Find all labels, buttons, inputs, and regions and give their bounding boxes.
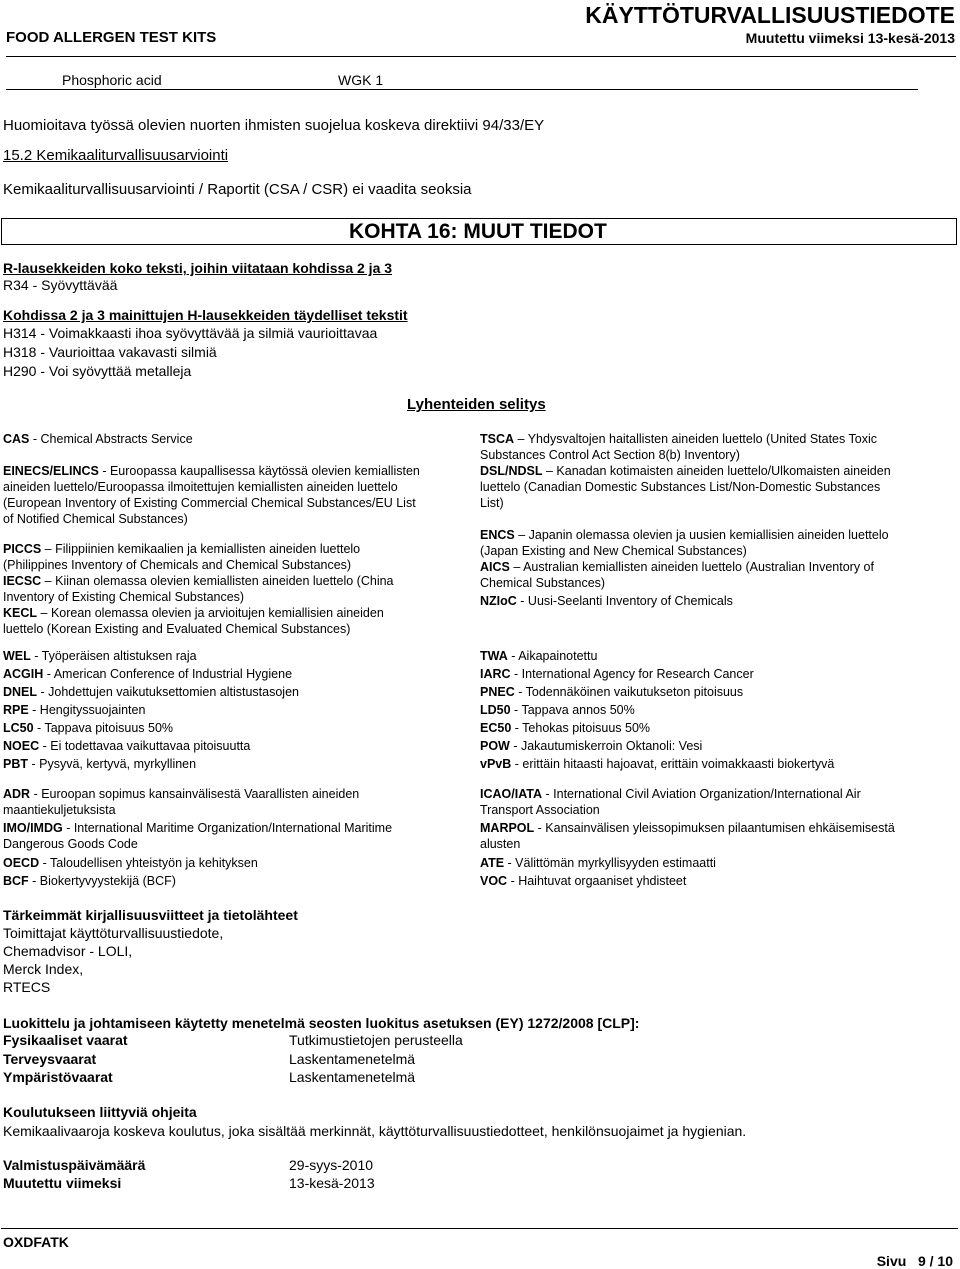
csa-text: Kemikaaliturvallisuusarviointi / Raportit (CSA / CSR) ei vaadita seoksia — [3, 181, 472, 198]
date-label: Muutettu viimeksi — [3, 1175, 122, 1191]
date-label: Valmistuspäivämäärä — [3, 1157, 146, 1173]
reference-item: Toimittajat käyttöturvallisuustiedote, — [3, 925, 224, 941]
page-label: Sivu — [876, 1253, 907, 1269]
revision-date: Muutettu viimeksi 13-kesä-2013 — [745, 30, 955, 46]
company-name: FOOD ALLERGEN TEST KITS — [6, 29, 217, 46]
classification-value: Laskentamenetelmä — [289, 1069, 416, 1085]
section-16-title: KOHTA 16: MUUT TIEDOT — [349, 220, 607, 243]
h-statements-heading: Kohdissa 2 ja 3 mainittujen H-lausekkeiden täydelliset tekstit — [3, 307, 408, 323]
classification-label: Fysikaaliset vaarat — [3, 1032, 128, 1048]
legend-entry: EINECS/ELINCS - Euroopassa kaupallisessa käytössä olevien kemiallisten aineiden luettelo/Euroopassa ilmoitettujen kemiallisten aineiden luettelo (European Inventory of Existing Commercial Chemical Substances/EU List of Notified Chemical Substances) — [3, 464, 420, 526]
wgk-class: WGK 1 — [338, 72, 384, 88]
legend-right-bottom — [480, 786, 958, 890]
classification-heading: Luokittelu ja johtamiseen käytetty menetelmä seosten luokitus asetuksen (EY) 1272/2008 [CLP]: — [3, 1015, 640, 1031]
legend-entry: NZIoC - Uusi-Seelanti Inventory of Chemicals — [480, 594, 733, 608]
legend-entry: EC50 - Tehokas pitoisuus 50% — [480, 721, 651, 735]
document-title: KÄYTTÖTURVALLISUUSTIEDOTE — [585, 2, 955, 28]
legend-entry: VOC - Haihtuvat orgaaniset yhdisteet — [480, 874, 687, 888]
legend-entry: DNEL - Johdettujen vaikutuksettomien altistustasojen — [3, 685, 299, 699]
legend-entry: vPvB - erittäin hitaasti hajoavat, erittäin voimakkaasti biokertyvä — [480, 757, 835, 771]
legend-entry: DSL/NDSL – Kanadan kotimaisten aineiden luettelo/Ulkomaisten aineiden luettelo (Canadian Domestic Substances List/Non-Domestic Substances List) — [480, 464, 891, 510]
h-statement-item: H318 - Vaurioittaa vakavasti silmiä — [3, 344, 217, 360]
legend-entry: IMO/IMDG - International Maritime Organization/International Maritime Dangerous Goods Code — [3, 821, 393, 851]
training-text: Kemikaalivaaroja koskeva koulutus, joka sisältää merkinnät, käyttöturvallisuustiedotteet, henkilönsuojaimet ja hygienian. — [3, 1123, 747, 1139]
footer-divider — [1, 1228, 958, 1229]
reference-item: Merck Index, — [3, 961, 84, 977]
legend-entry: POW - Jakautumiskerroin Oktanoli: Vesi — [480, 739, 703, 753]
legend-entry: TSCA – Yhdysvaltojen haitallisten aineiden luettelo (United States Toxic Substances Control Act Section 8(b) Inventory) — [480, 432, 877, 462]
reference-item: Chemadvisor - LOLI, — [3, 943, 133, 959]
legend-left-bottom — [3, 786, 475, 890]
legend-left-mid — [3, 647, 475, 773]
legend-left-top — [3, 431, 475, 637]
references-block — [3, 906, 298, 996]
legend-entry: ICAO/IATA - International Civil Aviation Organization/International Air Transport Association — [480, 787, 861, 817]
legend-entry: PBT - Pysyvä, kertyvä, myrkyllinen — [3, 757, 197, 771]
legend-entry: LC50 - Tappava pitoisuus 50% — [3, 721, 174, 735]
legend-entry: NOEC - Ei todettavaa vaikuttavaa pitoisuutta — [3, 739, 251, 753]
legend-entry: TWA - Aikapainotettu — [480, 649, 598, 663]
legend-entry: IECSC – Kiinan olemassa olevien kemiallisten aineiden luettelo (China Inventory of Existing Chemical Substances) — [3, 574, 394, 604]
legend-entry: PNEC - Todennäköinen vaikutukseton pitoisuus — [480, 685, 744, 699]
h-statement-item: H314 - Voimakkaasti ihoa syövyttävää ja silmiä vaurioittavaa — [3, 325, 378, 341]
legend-right-mid — [480, 647, 958, 773]
subheader-divider — [6, 89, 918, 90]
csa-heading: 15.2 Kemikaaliturvallisuusarviointi — [3, 147, 229, 164]
r-phrases-heading: R-lausekkeiden koko teksti, joihin viitataan kohdissa 2 ja 3 — [3, 260, 393, 276]
legend-entry: PICCS – Filippiinien kemikaalien ja kemiallisten aineiden luettelo (Philippines Inventory of Chemicals and Chemical Substances) — [3, 542, 361, 572]
legend-entry: IARC - International Agency for Research Cancer — [480, 667, 754, 681]
legend-entry: WEL - Työperäisen altistuksen raja — [3, 649, 197, 663]
classification-label: Ympäristövaarat — [3, 1069, 113, 1085]
h-statement-item: H290 - Voi syövyttää metalleja — [3, 363, 192, 379]
legend-entry: ACGIH - American Conference of Industrial Hygiene — [3, 667, 293, 681]
date-value: 13-kesä-2013 — [289, 1175, 375, 1191]
page-value: 9 / 10 — [917, 1253, 953, 1269]
classification-value: Laskentamenetelmä — [289, 1051, 416, 1067]
product-name: Phosphoric acid — [62, 72, 162, 88]
legend-entry: KECL – Korean olemassa olevien ja arvioitujen kemiallisien aineiden luettelo (Korean Existing and Evaluated Chemical Substances) — [3, 606, 384, 636]
legend-entry: ENCS – Japanin olemassa olevien ja uusien kemiallisien aineiden luettelo (Japan Existing and New Chemical Substances) — [480, 528, 889, 558]
legend-entry: ADR - Euroopan sopimus kansainvälisestä Vaarallisten aineiden maantiekuljetuksista — [3, 787, 360, 817]
legend-entry: ATE - Välittömän myrkyllisyyden estimaatti — [480, 856, 716, 870]
legend-entry: CAS - Chemical Abstracts Service — [3, 432, 193, 446]
legend-entry: LD50 - Tappava annos 50% — [480, 703, 635, 717]
product-code: OXDFATK — [3, 1234, 69, 1250]
abbreviations-title: Lyhenteiden selitys — [407, 396, 546, 413]
legend-entry: BCF - Biokertyvyystekijä (BCF) — [3, 874, 176, 888]
references-heading: Tärkeimmät kirjallisuusviitteet ja tietolähteet — [3, 907, 298, 923]
page-number — [877, 1253, 953, 1269]
header-divider — [6, 56, 956, 57]
legend-right-top — [480, 431, 958, 609]
date-value: 29-syys-2010 — [289, 1157, 374, 1173]
training-heading: Koulutukseen liittyviä ohjeita — [3, 1104, 197, 1120]
legend-entry: RPE - Hengityssuojainten — [3, 703, 146, 717]
classification-value: Tutkimustietojen perusteella — [289, 1032, 463, 1048]
reference-item: RTECS — [3, 979, 51, 995]
young-workers-text: Huomioitava työssä olevien nuorten ihmisten suojelua koskeva direktiivi 94/33/EY — [3, 117, 545, 134]
classification-label: Terveysvaarat — [3, 1051, 97, 1067]
legend-entry: AICS – Australian kemiallisten aineiden luettelo (Australian Inventory of Chemical Substances) — [480, 560, 874, 590]
r-phrase-item: R34 - Syövyttävää — [3, 277, 118, 293]
legend-entry: OECD - Taloudellisen yhteistyön ja kehityksen — [3, 856, 258, 870]
legend-entry: MARPOL - Kansainvälisen yleissopimuksen pilaantumisen ehkäisemisestä alusten — [480, 821, 895, 851]
